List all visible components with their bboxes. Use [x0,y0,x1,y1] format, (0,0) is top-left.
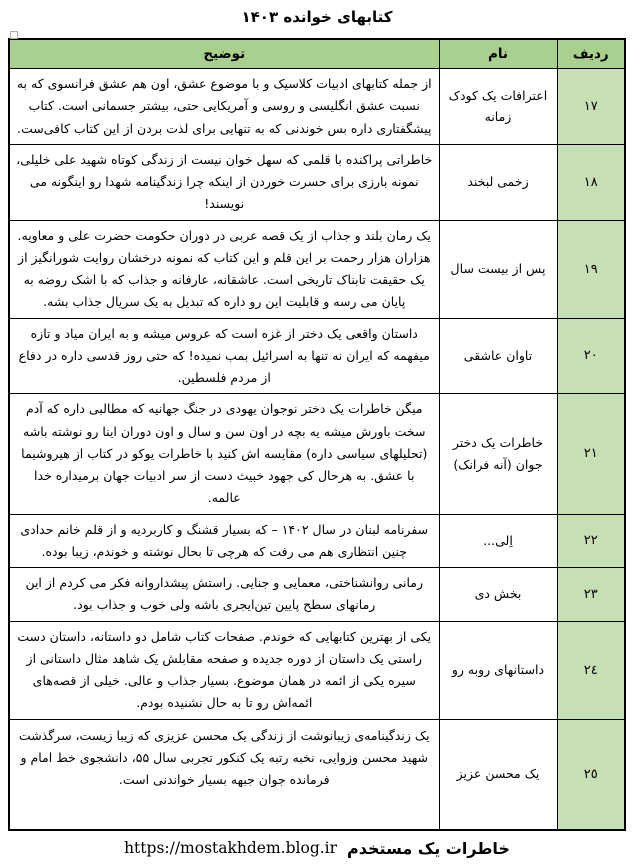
books-table [8,38,626,831]
row-number: ۱۷ [557,69,625,145]
table-row [9,69,625,145]
table-row [9,144,625,220]
book-name: بخش دی [439,568,557,622]
book-name: خاطرات یک دختر جوان (آنه فرانک) [439,394,557,514]
book-name: اعترافات یک کودک زمانه [439,69,557,145]
row-number: ۲٤ [557,621,625,719]
book-name: زخمی لبخند [439,144,557,220]
book-description: میگن خاطرات یک دختر نوجوان یهودی در جنگ جهانیه که مطالبی داره که آدم سخت باورش میشه یه بچه در اون سن و سال و اون دوران اینا رو نوشته باشه (تحلیلهای سیاسی داره) مقایسه اش کنید با خاطرات یوکو در کتاب از هیروشیما با عشق. به هرحال کی جهود خبیث دست از سر ادبیات جهان برمیداره خدا عالمه. [9,394,439,514]
row-number: ۲۲ [557,514,625,568]
book-description: یکی از بهترین کتابهایی که خوندم. صفحات کتاب شامل دو داستانه، داستان دست راستی یک داستان از دوره جدیده و صفحه مقابلش یک شاهد مثال داستانی از سیره یکی از ائمه در همان موضوع. بسیار جذاب و عالی. خیلی از قصه‌های ائمه‌اش رو تا به حال نشنیده بودم. [9,621,439,719]
table-header [9,39,625,69]
book-name: پس از بیست سال [439,220,557,318]
table-row [9,514,625,568]
row-number: ۲۳ [557,568,625,622]
header-cell-name: نام [439,39,557,69]
table-row [9,394,625,514]
book-description: یک زندگینامه‌ی زیبانوشت از زندگی یک محسن عزیزی که زیبا زیست، سرگذشت شهید محسن وزوایی، نخبه رتبه یک کنکور تجربی سال ۵۵، دانشجوی خط امام و فرمانده جوان جبهه بسیار خواندنی است. [9,719,439,830]
row-number: ۲٥ [557,719,625,830]
footer-url: https://mostakhdem.blog.ir [124,839,338,857]
book-name: داستانهای روبه رو [439,621,557,719]
book-name: یک محسن عزیز [439,719,557,830]
book-description: سفرنامه لبنان در سال ۱۴۰۲ – که بسیار قشنگ و کاربردیه و از قلم خانم حدادی چنین انتظاری هم می رفت که هرچی تا بحال نوشته و خوندم، زیبا بوده. [9,514,439,568]
anchor-square-mark [10,31,18,39]
table-row [9,220,625,318]
row-number: ۲۱ [557,394,625,514]
book-description: رمانی روانشناختی، معمایی و جنایی. راستش پیشداروانه فکر می کردم از این رمانهای سطح پایین تین‌ایجری باشه ولی خوب و جذاب بود. [9,568,439,622]
footer-blog-name: خاطرات یک مستخدم [347,838,510,858]
row-number: ۲۰ [557,318,625,394]
row-number: ۱۸ [557,144,625,220]
header-cell-row-number: ردیف [557,39,625,69]
table-row [9,318,625,394]
page-footer [8,839,626,864]
header-cell-description: توضیح [9,39,439,69]
header-row [9,39,625,69]
row-number: ۱۹ [557,220,625,318]
table-body [9,69,625,830]
book-description: خاطراتی پراکنده با قلمی که سهل خوان نیست از زندگی کوتاه شهید علی خلیلی، نمونه بارزی برای حسرت خوردن از اینکه چرا زندگینامه شهدا رو اینگونه می نویسند! [9,144,439,220]
book-description: داستان واقعی یک دختر از غزه است که عروس میشه و به ایران میاد و تازه میفهمه که ایران نه تنها به اسرائیل بمب نمیده! که حتی روز قدسی داره در دفاع از مردم فلسطین. [9,318,439,394]
book-name: اِلی... [439,514,557,568]
table-row [9,719,625,830]
book-description: از جمله کتابهای ادبیات کلاسیک و با موضوع عشق، اون هم عشق فرانسوی که به نسبت عشق انگلیسی و روسی و آمریکایی حتی، بیشتر جسمانی است. کتاب پیشگفتاری داره بس خوندنی که به تنهایی برای لذت بردن از این کتاب کافی‌ست. [9,69,439,145]
book-name: تاوان عاشقی [439,318,557,394]
book-description: یک رمان بلند و جذاب از یک قصه عربی در دوران حکومت حضرت علی و معاویه. هزاران هزار رحمت بر این قلم و این کتاب که نمونه درخشان روایت شورانگیز از یک حقیقت تابناک تاریخی است. عاشقانه، عارفانه و جذاب که با اشک روضه به پایان می رسه و قابلیت این رو داره که تبدیل به یک سریال جذاب بشه. [9,220,439,318]
page-title: کتابهای خوانده ۱۴۰۳ [241,8,393,26]
table-row [9,568,625,622]
table-row [9,621,625,719]
